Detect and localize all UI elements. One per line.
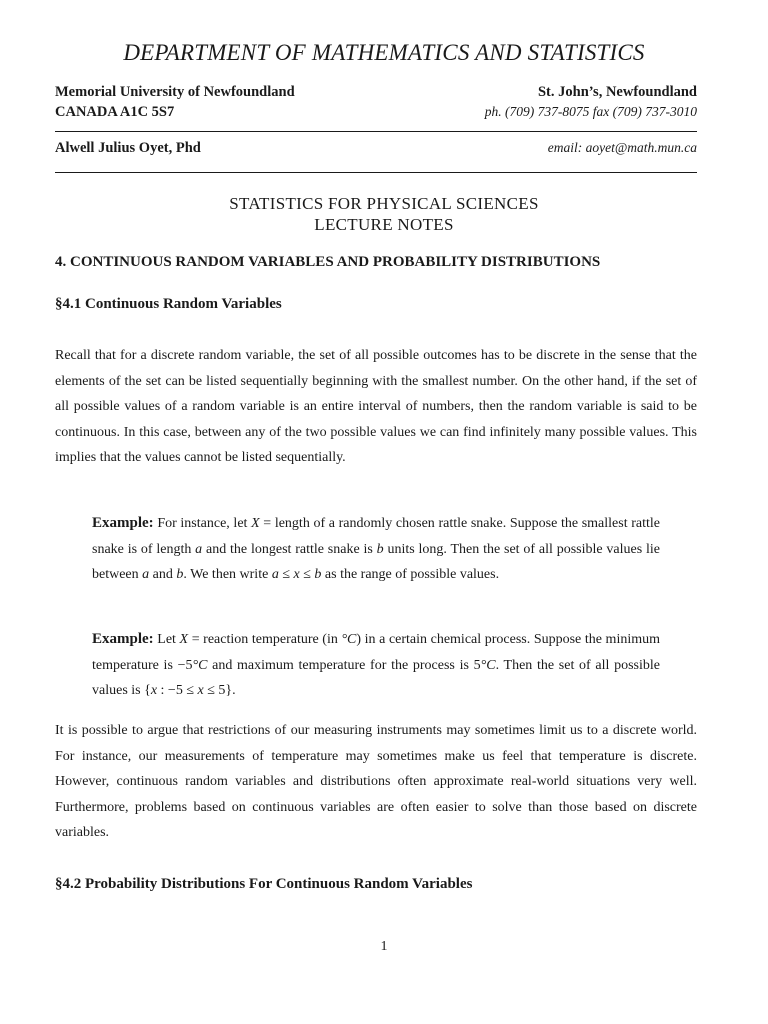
example-2: Example: Let X = reaction temperature (in °C) in a certain chemical process. Suppose the minimum temperature is −5°C and maximum temperature for the process is 5°C. Then the set of all possible values is {x : −5 ≤ x ≤ 5}. <box>92 631 661 698</box>
course-title-line-2: LECTURE NOTES <box>314 215 454 234</box>
city-name: St. John’s, Newfoundland <box>537 84 697 100</box>
header-row-1 <box>55 84 697 101</box>
intro-paragraph: Recall that for a discrete random variable, the set of all possible outcomes has to be discrete in the sense that the elements of the set can be listed sequentially beginning with the smallest number. On the other hand, if the set of all possible values of a random variable is an entire interval of numbers, then the random variable is said to be continuous. In this case, between any of the two possible values we can find infinitely many possible values. This implies that the values cannot be listed sequentially. <box>55 348 697 465</box>
course-title <box>0 193 768 235</box>
postal-address: CANADA A1C 5S7 <box>55 104 175 120</box>
chapter-heading: 4. CONTINUOUS RANDOM VARIABLES AND PROBABILITY DISTRIBUTIONS <box>55 254 601 270</box>
course-title-line-1: STATISTICS FOR PHYSICAL SCIENCES <box>229 194 539 213</box>
phone-fax: ph. (709) 737-8075 fax (709) 737-3010 <box>484 104 697 119</box>
section-heading-4-1: §4.1 Continuous Random Variables <box>55 296 282 312</box>
author-email: email: aoyet@math.mun.ca <box>547 140 697 155</box>
university-name: Memorial University of Newfoundland <box>55 84 295 100</box>
example-1: Example: For instance, let X = length of a randomly chosen rattle snake. Suppose the smallest rattle snake is of length a and the longest rattle snake is b units long. Then the set of all possible values lie between a and b. We then write a ≤ x ≤ b as the range of possible values. <box>92 515 661 582</box>
example-1-label: Example: <box>92 515 154 531</box>
example-2-label: Example: <box>92 631 154 647</box>
author-name: Alwell Julius Oyet, Phd <box>55 140 201 156</box>
header-row-3 <box>55 140 697 157</box>
discussion-paragraph: It is possible to argue that restrictions of our measuring instruments may sometimes limit us to a discrete world. For instance, our measurements of temperature may sometimes make us feel that temperature is discrete. However, continuous random variables and distributions often approximate real-world situations very well. Furthermore, problems based on continuous variables are often easier to solve than those based on discrete variables. <box>55 723 697 840</box>
section-heading-4-2: §4.2 Probability Distributions For Continuous Random Variables <box>55 876 473 892</box>
page-number: 1 <box>380 939 388 954</box>
header-rule-bottom <box>55 172 697 173</box>
department-title: DEPARTMENT OF MATHEMATICS AND STATISTICS <box>123 40 645 65</box>
header-rule-top <box>55 131 697 132</box>
header-row-2 <box>55 104 697 121</box>
